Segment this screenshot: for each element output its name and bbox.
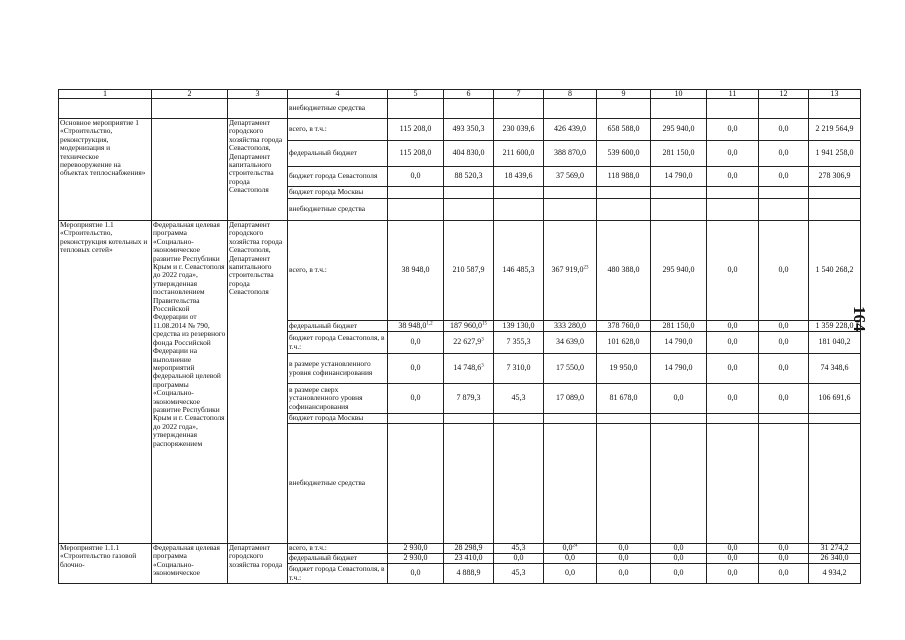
value-cell: 0,0 bbox=[707, 544, 759, 554]
source-label: внебюджетные средства bbox=[288, 199, 388, 221]
executor: Департамент городского хозяйства города Севастополя, Департамент капитального строительства города Севастополя bbox=[228, 221, 288, 544]
value-cell: 0,0 bbox=[707, 221, 759, 321]
value-cell: 37 569,0 bbox=[544, 167, 597, 187]
source-label: бюджет города Москвы bbox=[288, 187, 388, 199]
column-number: 7 bbox=[494, 90, 544, 99]
value-cell: 7 310,0 bbox=[494, 354, 544, 384]
value-cell: 14 790,0 bbox=[651, 354, 707, 384]
value-cell: 281 150,0 bbox=[651, 321, 707, 332]
source-label: бюджет города Москвы bbox=[288, 414, 388, 424]
value-cell: 367 919,0$^{23}$ bbox=[544, 221, 597, 321]
column-number: 4 bbox=[288, 90, 388, 99]
value-cell: 0,0 bbox=[544, 554, 597, 564]
value-cell: 7 355,3 bbox=[494, 332, 544, 354]
value-cell: 493 350,3 bbox=[444, 119, 494, 141]
column-number: 2 bbox=[152, 90, 228, 99]
value-cell: 0,0 bbox=[388, 332, 444, 354]
table-row bbox=[59, 221, 861, 321]
budget-table bbox=[58, 89, 861, 584]
value-cell: 0,0 bbox=[707, 141, 759, 167]
value-cell: 45,3 bbox=[494, 564, 544, 584]
executor: Департамент городского хозяйства города Севастополя, Департамент капитального строительства города Севастополя bbox=[228, 119, 288, 221]
value-cell: 2 930,0 bbox=[388, 544, 444, 554]
value-cell: 106 691,6 bbox=[809, 384, 861, 414]
activity-name: Основное мероприятие 1 «Строительство, реконструкция, модернизация и техническое перевооружение на объектах теплоснабжения» bbox=[59, 119, 152, 221]
source-label: бюджет города Севастополя, в т.ч.: bbox=[288, 564, 388, 584]
source-label: бюджет города Севастополя, в т.ч.: bbox=[288, 332, 388, 354]
value-cell: 0,0 bbox=[651, 384, 707, 414]
value-cell: 45,3 bbox=[494, 544, 544, 554]
value-cell: 14 790,0 bbox=[651, 332, 707, 354]
value-cell: 1 359 228,0 bbox=[809, 321, 861, 332]
value-cell: 0,0 bbox=[651, 554, 707, 564]
value-cell: 34 639,0 bbox=[544, 332, 597, 354]
value-cell: 0,0 bbox=[707, 332, 759, 354]
value-cell: 480 388,0 bbox=[597, 221, 651, 321]
value-cell: 404 830,0 bbox=[444, 141, 494, 167]
value-cell: 378 760,0 bbox=[597, 321, 651, 332]
value-cell: 211 600,0 bbox=[494, 141, 544, 167]
value-cell: 31 274,2 bbox=[809, 544, 861, 554]
source-label: всего, в т.ч.: bbox=[288, 544, 388, 554]
table-row bbox=[59, 544, 861, 554]
value-cell: 0,0 bbox=[759, 544, 809, 554]
value-cell: 74 348,6 bbox=[809, 354, 861, 384]
value-cell: 278 306,9 bbox=[809, 167, 861, 187]
column-number: 5 bbox=[388, 90, 444, 99]
column-number: 9 bbox=[597, 90, 651, 99]
value-cell: 118 988,0 bbox=[597, 167, 651, 187]
page-number: 164 bbox=[850, 306, 869, 332]
value-cell: 38 948,0$^{1,2}$ bbox=[388, 321, 444, 332]
source-label: внебюджетные средства bbox=[288, 424, 388, 544]
source-label: в размере установленного уровня софинансирования bbox=[288, 354, 388, 384]
value-cell: 0,0 bbox=[651, 544, 707, 554]
value-cell: 0,0 bbox=[707, 321, 759, 332]
value-cell: 17 089,0 bbox=[544, 384, 597, 414]
value-cell: 0,0 bbox=[388, 354, 444, 384]
source-label: федеральный бюджет bbox=[288, 321, 388, 332]
value-cell: 230 039,6 bbox=[494, 119, 544, 141]
table-row bbox=[59, 119, 861, 141]
value-cell: 0,0 bbox=[707, 167, 759, 187]
value-cell: 0,0 bbox=[707, 564, 759, 584]
column-number: 6 bbox=[444, 90, 494, 99]
value-cell: 146 485,3 bbox=[494, 221, 544, 321]
value-cell: 18 439,6 bbox=[494, 167, 544, 187]
value-cell: 14 748,6$^3$ bbox=[444, 354, 494, 384]
value-cell: 0,0 bbox=[707, 119, 759, 141]
value-cell: 333 280,0 bbox=[544, 321, 597, 332]
value-cell: 139 130,0 bbox=[494, 321, 544, 332]
value-cell: 28 298,9 bbox=[444, 544, 494, 554]
value-cell: 0,0 bbox=[759, 141, 809, 167]
value-cell: 0,0 bbox=[759, 354, 809, 384]
value-cell: 0,0 bbox=[759, 332, 809, 354]
value-cell: 1 941 258,0 bbox=[809, 141, 861, 167]
value-cell: 0,0 bbox=[707, 384, 759, 414]
value-cell: 23 410,0 bbox=[444, 554, 494, 564]
column-number: 8 bbox=[544, 90, 597, 99]
value-cell: 4 934,2 bbox=[809, 564, 861, 584]
source-label: всего, в т.ч.: bbox=[288, 221, 388, 321]
value-cell: 281 150,0 bbox=[651, 141, 707, 167]
value-cell: 0,0 bbox=[597, 544, 651, 554]
activity-name: Мероприятие 1.1.1 «Строительство газовой блочно- bbox=[59, 544, 152, 584]
value-cell: 0,0 bbox=[759, 321, 809, 332]
value-cell: 187 960,0$^{15}$ bbox=[444, 321, 494, 332]
value-cell: 2 219 564,9 bbox=[809, 119, 861, 141]
value-cell: 115 208,0 bbox=[388, 141, 444, 167]
value-cell: 0,0 bbox=[759, 564, 809, 584]
value-cell: 81 678,0 bbox=[597, 384, 651, 414]
value-cell: $0,0^{24}$ bbox=[544, 544, 597, 554]
value-cell: 0,0 bbox=[388, 384, 444, 414]
value-cell: 19 950,0 bbox=[597, 354, 651, 384]
source-label: всего, в т.ч.: bbox=[288, 119, 388, 141]
value-cell: 426 439,0 bbox=[544, 119, 597, 141]
value-cell: 2 930,0 bbox=[388, 554, 444, 564]
value-cell: 0,0 bbox=[759, 384, 809, 414]
value-cell: 539 600,0 bbox=[597, 141, 651, 167]
value-cell: 0,0 bbox=[388, 564, 444, 584]
activity-name: Мероприятие 1.1 «Строительство, реконструкция котельных и тепловых сетей» bbox=[59, 221, 152, 544]
value-cell: 14 790,0 bbox=[651, 167, 707, 187]
program-basis: Федеральная целевая программа «Социально-экономическое развитие Республики Крым и г. Севастополя до 2022 года», утвержденная постановлением Правительства Российской Федерации от 11.08.2014 № 790, средства из резервного фонда Российской Федерации на выполнение мероприятий федеральной целевой программы «Социально-экономическое развитие Республики Крым и г. Севастополя до 2022 года», утвержденная распоряжением bbox=[152, 221, 228, 544]
column-number: 1 bbox=[59, 90, 152, 99]
value-cell: 0,0 bbox=[759, 221, 809, 321]
value-cell: 22 627,9$^3$ bbox=[444, 332, 494, 354]
value-cell: 17 550,0 bbox=[544, 354, 597, 384]
value-cell: 0,0 bbox=[651, 564, 707, 584]
value-cell: 181 040,2 bbox=[809, 332, 861, 354]
source-label: федеральный бюджет bbox=[288, 141, 388, 167]
value-cell: 88 520,3 bbox=[444, 167, 494, 187]
source-label: бюджет города Севастополя bbox=[288, 167, 388, 187]
value-cell: 4 888,9 bbox=[444, 564, 494, 584]
source-label: внебюджетные средства bbox=[288, 99, 388, 119]
value-cell: 0,0 bbox=[707, 354, 759, 384]
value-cell: 658 588,0 bbox=[597, 119, 651, 141]
value-cell: 26 340,0 bbox=[809, 554, 861, 564]
column-number-row bbox=[59, 90, 861, 99]
value-cell: 0,0 bbox=[707, 554, 759, 564]
source-label: в размере сверх установленного уровня софинансирования bbox=[288, 384, 388, 414]
value-cell: 7 879,3 bbox=[444, 384, 494, 414]
value-cell: 0,0 bbox=[494, 554, 544, 564]
column-number: 10 bbox=[651, 90, 707, 99]
column-number: 13 bbox=[809, 90, 861, 99]
value-cell: 0,0 bbox=[759, 554, 809, 564]
value-cell: 295 940,0 bbox=[651, 119, 707, 141]
source-label: федеральный бюджет bbox=[288, 554, 388, 564]
value-cell: 1 540 268,2 bbox=[809, 221, 861, 321]
value-cell: 0,0 bbox=[759, 167, 809, 187]
program-basis: Федеральная целевая программа «Социально-экономическое bbox=[152, 544, 228, 584]
table-row bbox=[59, 99, 861, 119]
column-number: 11 bbox=[707, 90, 759, 99]
value-cell: 0,0 bbox=[597, 564, 651, 584]
value-cell: 115 208,0 bbox=[388, 119, 444, 141]
value-cell: 38 948,0 bbox=[388, 221, 444, 321]
executor: Департамент городского хозяйства города bbox=[228, 544, 288, 584]
value-cell: 388 870,0 bbox=[544, 141, 597, 167]
value-cell: 0,0 bbox=[759, 119, 809, 141]
column-number: 12 bbox=[759, 90, 809, 99]
value-cell: 0,0 bbox=[388, 167, 444, 187]
value-cell: 0,0 bbox=[597, 554, 651, 564]
value-cell: 295 940,0 bbox=[651, 221, 707, 321]
value-cell: 0,0 bbox=[544, 564, 597, 584]
value-cell: 101 628,0 bbox=[597, 332, 651, 354]
value-cell: 45,3 bbox=[494, 384, 544, 414]
column-number: 3 bbox=[228, 90, 288, 99]
value-cell: 210 587,9 bbox=[444, 221, 494, 321]
